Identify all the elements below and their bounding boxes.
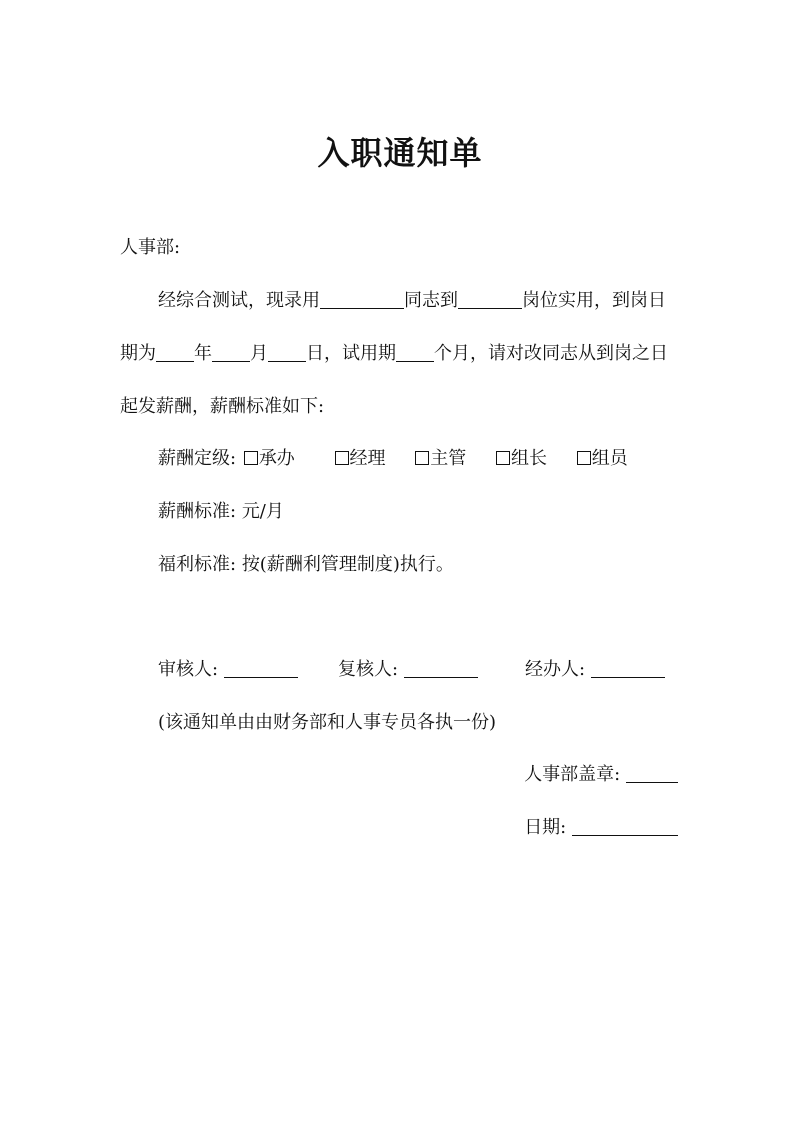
- day-blank[interactable]: [268, 343, 306, 362]
- probation-months-blank[interactable]: [396, 343, 434, 362]
- salary-grade-row: [158, 447, 628, 471]
- date-field: 日期:: [524, 816, 678, 840]
- checkbox-icon[interactable]: [496, 451, 510, 465]
- salary-grade-label: 薪酬定级:: [158, 448, 237, 469]
- grade-option-team-leader[interactable]: 组长: [496, 447, 547, 471]
- checkbox-icon[interactable]: [415, 451, 429, 465]
- checkbox-icon[interactable]: [577, 451, 591, 465]
- grade-option-manager[interactable]: 经理: [335, 447, 386, 471]
- handler-blank[interactable]: [591, 659, 665, 678]
- checkbox-icon[interactable]: [244, 451, 258, 465]
- rechecker-blank[interactable]: [404, 659, 478, 678]
- paragraph-3: 起发薪酬，薪酬标准如下:: [120, 396, 325, 417]
- paragraph-1: 经综合测试，现录用 同志到 岗位实用，到岗日: [158, 290, 666, 311]
- welfare-value: 按(薪酬利管理制度)执行。: [241, 554, 454, 575]
- year-blank[interactable]: [156, 343, 194, 362]
- salary-standard-value: 元/月: [241, 501, 284, 522]
- date-blank[interactable]: [572, 817, 678, 836]
- welfare-row: [158, 553, 454, 577]
- checkbox-icon[interactable]: [335, 451, 349, 465]
- grade-option-supervisor[interactable]: 主管: [415, 447, 466, 471]
- handler-field: 经办人:: [525, 658, 665, 682]
- document-title: 入职通知单: [317, 134, 483, 172]
- stamp-blank[interactable]: [626, 764, 678, 783]
- reviewer-blank[interactable]: [224, 659, 298, 678]
- position-blank[interactable]: [458, 290, 522, 309]
- distribution-note: (该通知单由由财务部和人事专员各执一份): [158, 712, 497, 733]
- grade-option-member[interactable]: 组员: [577, 447, 628, 471]
- addressee: 人事部:: [120, 237, 181, 258]
- month-blank[interactable]: [212, 343, 250, 362]
- paragraph-2: 期为 年 月 日，试用期 个月，请对改同志从到岗之日: [120, 343, 668, 364]
- rechecker-field: 复核人:: [338, 658, 478, 682]
- stamp-field: 人事部盖章:: [524, 763, 678, 787]
- salary-standard-label: 薪酬标准:: [158, 501, 237, 522]
- welfare-label: 福利标准:: [158, 554, 237, 575]
- name-blank[interactable]: [320, 290, 404, 309]
- reviewer-field: 审核人:: [158, 658, 298, 682]
- grade-option-chengban[interactable]: 承办: [244, 447, 295, 471]
- salary-standard-row: [158, 500, 284, 524]
